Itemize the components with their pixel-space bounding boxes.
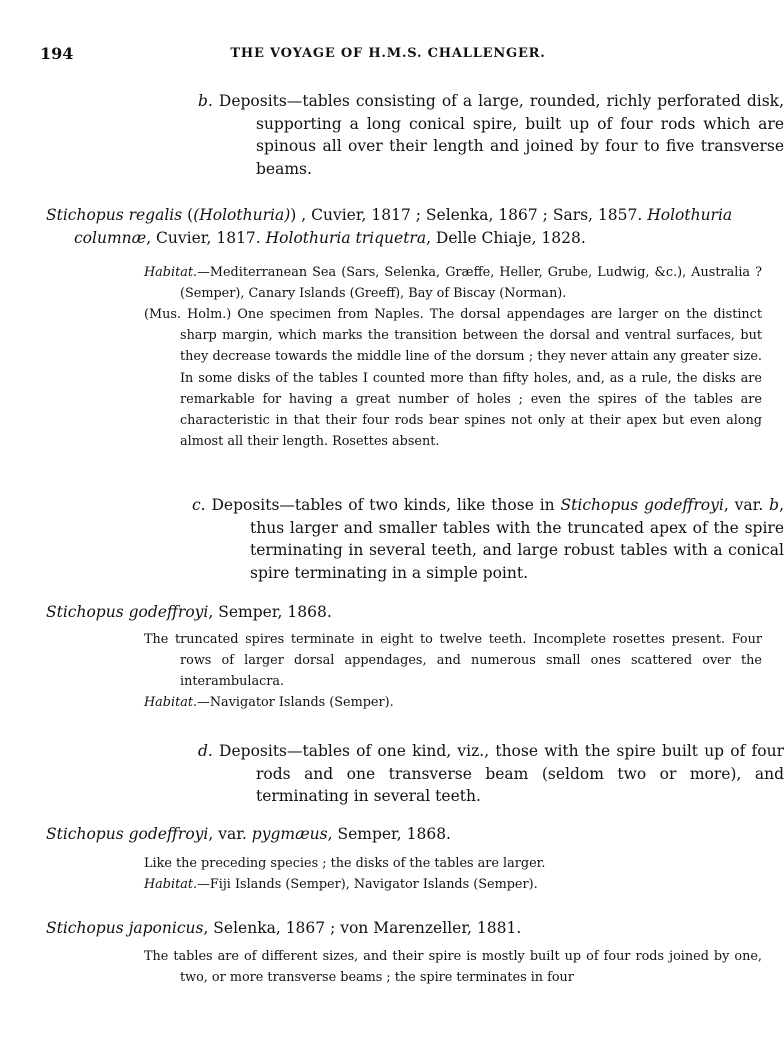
- key-letter-c: c.: [192, 496, 206, 514]
- key-item-c: [192, 494, 784, 584]
- habitat-text: —Fiji Islands (Semper), Navigator Islands (Semper).: [197, 877, 538, 892]
- key-text-c-1: Deposits—tables of two kinds, like those in: [211, 496, 561, 514]
- habitat-label: Habitat.: [144, 877, 198, 892]
- key-item-b: [198, 90, 784, 180]
- page-header: [40, 44, 736, 66]
- description-regalis: [144, 304, 762, 452]
- synonym-2: Holothuria triquetra: [265, 228, 427, 247]
- page-number: 194: [40, 44, 74, 63]
- species-name: Stichopus japonicus: [46, 919, 204, 937]
- var-name: pygmæus: [251, 825, 328, 843]
- species-authors: , Cuvier, 1817 ; Selenka, 1867 ; Sars, 1857.: [301, 206, 648, 224]
- key-letter-d: d.: [198, 742, 213, 760]
- species-heading-godeffroyi: [46, 601, 726, 624]
- habitat-label: Habitat.: [144, 265, 198, 280]
- species-name: Stichopus godeffroyi: [46, 825, 209, 843]
- description-japonicus: [144, 946, 762, 988]
- habitat-text: —Navigator Islands (Semper).: [197, 695, 394, 710]
- habitat-pygmaeus: [144, 874, 726, 895]
- key-item-d: [198, 740, 784, 808]
- key-text-c-species: Stichopus godeffroyi: [560, 496, 724, 514]
- description-text: (Mus. Holm.) One specimen from Naples. The dorsal appendages are larger on the distinct sharp margin, which marks the transition between the dorsal and ventral surfaces, but they decrease towards the middle line of the dorsum ; they never attain any greater size. In some disks of the tables I counted more than fifty holes, and, as a rule, the disks are remarkable for having a great number of holes ; even the spires of the tables are characteristic in that their four rods bear spines not only at their apex but even along almost all their length. Rosettes absent.: [144, 307, 762, 450]
- description-text: The tables are of different sizes, and their spire is mostly built up of four rods joined by one, two, or more transverse beams ; the spire terminates in four: [144, 949, 762, 986]
- key-text-c-var: b: [769, 496, 780, 514]
- description-pygmaeus: [144, 853, 726, 874]
- habitat-text: —Mediterranean Sea (Sars, Selenka, Græffe, Heller, Grube, Ludwig, &c.), Australia ? (Semper), Canary Islands (Greeff), Bay of Biscay (Norman).: [180, 265, 762, 302]
- species-heading-regalis: [46, 204, 754, 249]
- key-text-d: Deposits—tables of one kind, viz., those with the spire built up of four rods and one transverse beam (seldom two or more), and terminating in several teeth.: [219, 742, 784, 805]
- description-text: The truncated spires terminate in eight to twelve teeth. Incomplete rosettes present. Four rows of larger dorsal appendages, and numerous small ones scattered over the interambulacra.: [144, 632, 762, 690]
- var-text: , var.: [208, 825, 252, 843]
- species-authors: , Selenka, 1867 ; von Marenzeller, 1881.: [203, 919, 522, 937]
- description-godeffroyi: [144, 629, 762, 693]
- species-name: Stichopus godeffroyi: [46, 603, 209, 621]
- species-heading-japonicus: [46, 917, 726, 940]
- species-authors: , Semper, 1868.: [327, 825, 451, 843]
- habitat-label: Habitat.: [144, 695, 198, 710]
- key-text-b: Deposits—tables consisting of a large, rounded, richly perforated disk, supporting a long conical spire, built up of four rods which are spinous all over their length and joined by four to five transverse beams.: [218, 92, 784, 178]
- species-authors: , Semper, 1868.: [208, 603, 332, 621]
- species-heading-pygmaeus: [46, 823, 726, 846]
- genus-orig-name: (Holothuria): [193, 206, 291, 224]
- species-genus-orig-paren: ((Holothuria)): [187, 206, 297, 224]
- key-text-c-3: , thus larger and smaller tables with the truncated apex of the spire terminating in several teeth, and large robust tables with a conical spire terminating in a simple point.: [250, 496, 784, 582]
- description-text: Like the preceding species ; the disks of the tables are larger.: [144, 856, 546, 871]
- habitat-godeffroyi: [144, 692, 726, 713]
- running-title: THE VOYAGE OF H.M.S. CHALLENGER.: [230, 46, 546, 61]
- synonym-1: Holothuria columnæ: [74, 206, 733, 247]
- habitat-regalis: [144, 262, 762, 304]
- synonym-1-authors: , Cuvier, 1817.: [146, 228, 266, 247]
- species-name: Stichopus regalis: [46, 206, 183, 224]
- synonym-2-authors: , Delle Chiaje, 1828.: [426, 228, 586, 247]
- key-text-c-2: , var.: [723, 496, 770, 514]
- key-letter-b: b.: [198, 92, 213, 110]
